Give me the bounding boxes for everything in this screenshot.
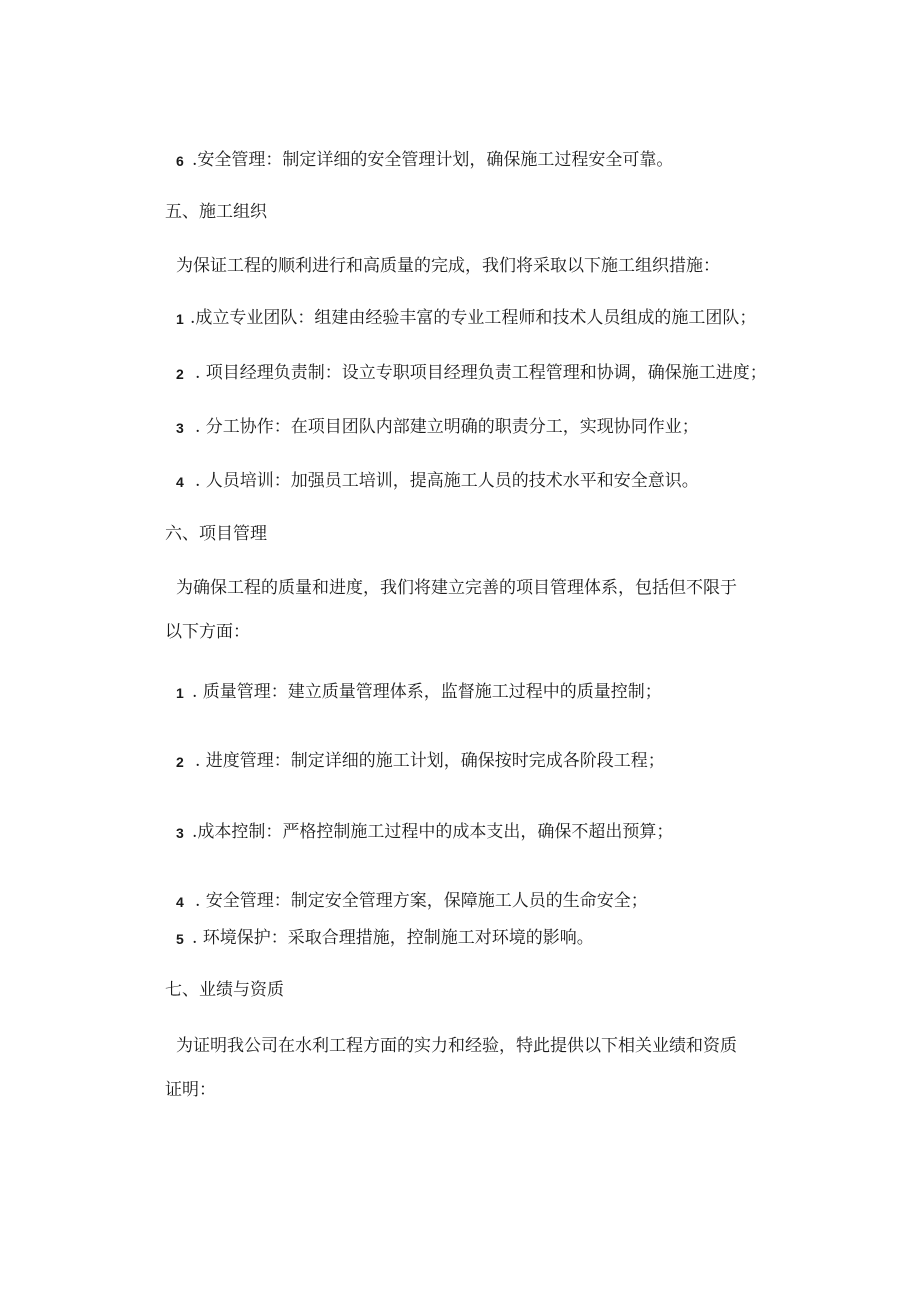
- list-item-text: . 进度管理：制定详细的施工计划，确保按时完成各阶段工程；: [195, 751, 665, 771]
- list-item-text: . 项目经理负责制：设立专职项目经理负责工程管理和协调，确保施工进度；: [195, 363, 767, 383]
- list-number: 2: [176, 366, 184, 382]
- section-heading: 七、业绩与资质: [165, 980, 284, 1000]
- list-number: 4: [176, 894, 184, 910]
- list-number: 2: [176, 754, 184, 770]
- section-heading: 六、项目管理: [165, 524, 267, 544]
- paragraph-continuation: 证明：: [165, 1080, 216, 1100]
- list-number: 6: [176, 153, 184, 169]
- list-item-text: . 安全管理：制定安全管理方案，保障施工人员的生命安全；: [195, 891, 648, 911]
- paragraph-continuation: 以下方面：: [165, 622, 250, 642]
- list-item-text: . 分工协作：在项目团队内部建立明确的职责分工，实现协同作业；: [195, 417, 699, 437]
- paragraph: 为证明我公司在水利工程方面的实力和经验，特此提供以下相关业绩和资质: [176, 1036, 737, 1056]
- section-heading: 五、施工组织: [165, 202, 267, 222]
- list-number: 1: [176, 311, 184, 327]
- list-item-text: . 环境保护：采取合理措施，控制施工对环境的影响。: [192, 928, 594, 948]
- list-number: 3: [176, 420, 184, 436]
- list-number: 1: [176, 685, 184, 701]
- paragraph: 为确保工程的质量和进度，我们将建立完善的项目管理体系，包括但不限于: [176, 578, 737, 598]
- list-number: 3: [176, 825, 184, 841]
- list-item-text: .安全管理：制定详细的安全管理计划，确保施工过程安全可靠。: [192, 150, 674, 170]
- list-item-text: .成立专业团队：组建由经验丰富的专业工程师和技术人员组成的施工团队；: [190, 308, 757, 328]
- list-item-text: .成本控制：严格控制施工过程中的成本支出，确保不超出预算；: [192, 822, 674, 842]
- paragraph: 为保证工程的顺利进行和高质量的完成，我们将采取以下施工组织措施：: [176, 256, 720, 276]
- list-number: 5: [176, 931, 184, 947]
- list-number: 4: [176, 474, 184, 490]
- list-item-text: . 人员培训：加强员工培训，提高施工人员的技术水平和安全意识。: [195, 471, 699, 491]
- list-item-text: . 质量管理：建立质量管理体系，监督施工过程中的质量控制；: [192, 682, 662, 702]
